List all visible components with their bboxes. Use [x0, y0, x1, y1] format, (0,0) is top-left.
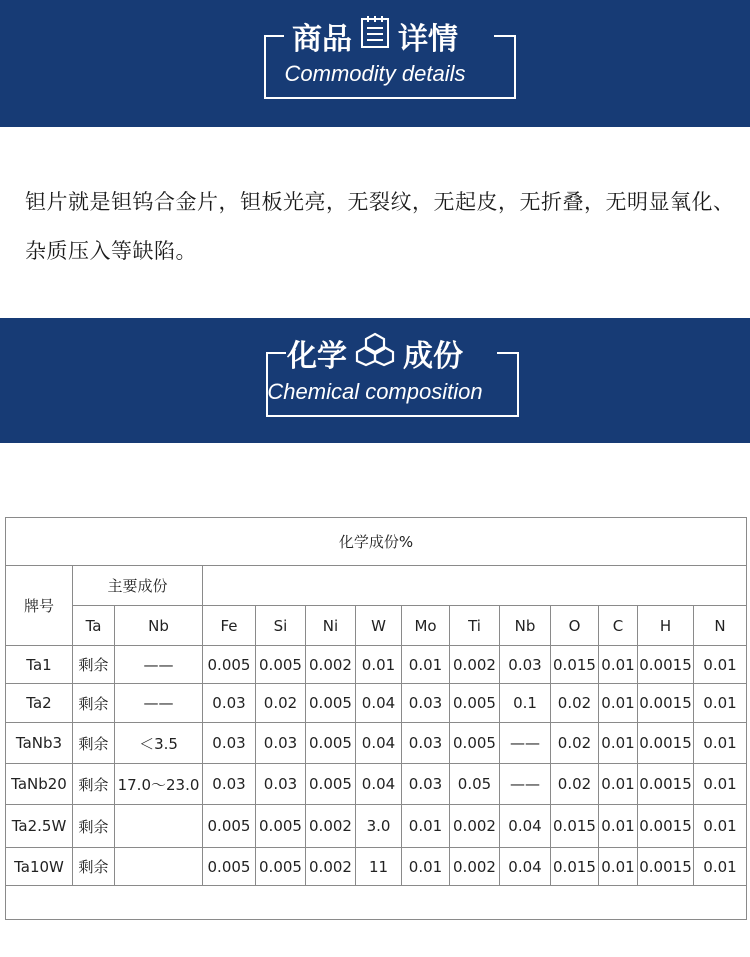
value-cell: 0.005 [256, 848, 306, 886]
value-cell: 0.03 [203, 764, 256, 805]
value-cell: 0.002 [306, 848, 356, 886]
impurity-col-header: Fe [203, 606, 256, 646]
value-cell: 0.01 [694, 646, 747, 684]
value-cell: 0.015 [551, 848, 599, 886]
table-row [6, 723, 747, 764]
value-cell: 0.04 [356, 684, 402, 723]
impurity-header-blank [203, 566, 747, 606]
value-cell: 0.002 [450, 646, 500, 684]
header-title-right: 成份 [403, 339, 463, 374]
value-cell: 0.04 [356, 723, 402, 764]
table-row [6, 646, 747, 684]
value-cell: 0.005 [203, 848, 256, 886]
header-title-left: 商品 [292, 22, 352, 57]
header-subtitle: Commodity details [284, 61, 466, 86]
table-title: 化学成份% [6, 518, 747, 566]
value-cell: 0.02 [551, 684, 599, 723]
impurity-col-header: N [694, 606, 747, 646]
value-cell: 0.03 [500, 646, 551, 684]
value-cell: 0.0015 [638, 684, 694, 723]
ta-cell: 剩余 [73, 848, 115, 886]
grade-cell: Ta10W [6, 848, 73, 886]
nb-cell: —— [115, 646, 203, 684]
value-cell: 0.0015 [638, 723, 694, 764]
value-cell: 0.005 [450, 723, 500, 764]
value-cell: 0.015 [551, 646, 599, 684]
value-cell: 0.02 [551, 764, 599, 805]
notepad-icon [360, 15, 390, 57]
value-cell: 0.0015 [638, 848, 694, 886]
value-cell: —— [500, 764, 551, 805]
value-cell: 0.02 [551, 723, 599, 764]
product-description: 钽片就是钽钨合金片，钽板光亮，无裂纹，无起皮，无折叠，无明显氧化、杂质压入等缺陷。 [25, 190, 735, 263]
nb-cell [115, 848, 203, 886]
value-cell: 0.01 [694, 684, 747, 723]
main-col-header: Nb [115, 606, 203, 646]
value-cell: 0.005 [256, 646, 306, 684]
ta-cell: 剩余 [73, 723, 115, 764]
impurity-col-header: Ti [450, 606, 500, 646]
value-cell: 0.03 [256, 764, 306, 805]
value-cell: 0.0015 [638, 646, 694, 684]
value-cell: 0.005 [306, 764, 356, 805]
chemical-composition-banner [0, 318, 750, 443]
value-cell: 0.01 [694, 723, 747, 764]
impurity-col-header: Si [256, 606, 306, 646]
nb-cell: ＜3.5 [115, 723, 203, 764]
value-cell: 0.005 [203, 646, 256, 684]
header-title-right: 详情 [398, 22, 458, 57]
table-empty-row [6, 886, 747, 920]
value-cell: 0.05 [450, 764, 500, 805]
ta-cell: 剩余 [73, 805, 115, 848]
value-cell: 0.01 [694, 805, 747, 848]
impurity-col-header: W [356, 606, 402, 646]
impurity-col-header: H [638, 606, 694, 646]
value-cell: 0.03 [256, 723, 306, 764]
ta-cell: 剩余 [73, 646, 115, 684]
ta-cell: 剩余 [73, 684, 115, 723]
value-cell: 0.0015 [638, 805, 694, 848]
value-cell: 0.03 [402, 723, 450, 764]
value-cell: 0.1 [500, 684, 551, 723]
nb-cell: —— [115, 684, 203, 723]
value-cell: 0.04 [500, 848, 551, 886]
value-cell: 0.01 [402, 646, 450, 684]
value-cell: 3.0 [356, 805, 402, 848]
molecule-icon [355, 331, 395, 375]
value-cell: 0.005 [306, 723, 356, 764]
value-cell: 0.002 [450, 848, 500, 886]
grade-header: 牌号 [6, 566, 73, 646]
table-row [6, 805, 747, 848]
header-title-row [0, 16, 750, 56]
value-cell: 0.01 [599, 848, 638, 886]
value-cell: 0.03 [402, 684, 450, 723]
table-header-row [6, 566, 747, 606]
value-cell: —— [500, 723, 551, 764]
value-cell: 0.03 [203, 723, 256, 764]
impurity-col-header: Nb [500, 606, 551, 646]
header-subtitle: Chemical composition [267, 379, 483, 404]
value-cell: 0.005 [256, 805, 306, 848]
table-row [6, 848, 747, 886]
value-cell: 0.002 [450, 805, 500, 848]
grade-cell: Ta2.5W [6, 805, 73, 848]
value-cell: 0.01 [599, 684, 638, 723]
value-cell: 0.04 [356, 764, 402, 805]
main-components-header: 主要成份 [73, 566, 203, 606]
impurity-col-header: Mo [402, 606, 450, 646]
nb-cell [115, 805, 203, 848]
value-cell: 0.01 [402, 805, 450, 848]
value-cell: 0.01 [356, 646, 402, 684]
table-column-row [6, 606, 747, 646]
impurity-col-header: Ni [306, 606, 356, 646]
header-title-left: 化学 [287, 339, 347, 374]
value-cell: 0.005 [203, 805, 256, 848]
value-cell: 0.01 [694, 764, 747, 805]
grade-cell: Ta2 [6, 684, 73, 723]
table-row [6, 684, 747, 723]
value-cell: 0.04 [500, 805, 551, 848]
value-cell: 0.01 [694, 848, 747, 886]
grade-cell: Ta1 [6, 646, 73, 684]
value-cell: 0.005 [306, 684, 356, 723]
table-title-row [6, 518, 747, 566]
value-cell: 0.002 [306, 805, 356, 848]
value-cell: 0.01 [599, 764, 638, 805]
value-cell: 0.002 [306, 646, 356, 684]
value-cell: 0.02 [256, 684, 306, 723]
nb-cell: 17.0～23.0 [115, 764, 203, 805]
impurity-col-header: O [551, 606, 599, 646]
value-cell: 0.01 [599, 646, 638, 684]
ta-cell: 剩余 [73, 764, 115, 805]
value-cell: 0.03 [203, 684, 256, 723]
value-cell: 0.01 [402, 848, 450, 886]
impurity-col-header: C [599, 606, 638, 646]
grade-cell: TaNb20 [6, 764, 73, 805]
value-cell: 0.01 [599, 805, 638, 848]
header-title-row [0, 333, 750, 373]
value-cell: 0.01 [599, 723, 638, 764]
table-row [6, 764, 747, 805]
value-cell: 11 [356, 848, 402, 886]
grade-cell: TaNb3 [6, 723, 73, 764]
commodity-details-banner [0, 0, 750, 127]
value-cell: 0.005 [450, 684, 500, 723]
value-cell: 0.015 [551, 805, 599, 848]
value-cell: 0.0015 [638, 764, 694, 805]
value-cell: 0.03 [402, 764, 450, 805]
composition-table [5, 517, 747, 920]
main-col-header: Ta [73, 606, 115, 646]
